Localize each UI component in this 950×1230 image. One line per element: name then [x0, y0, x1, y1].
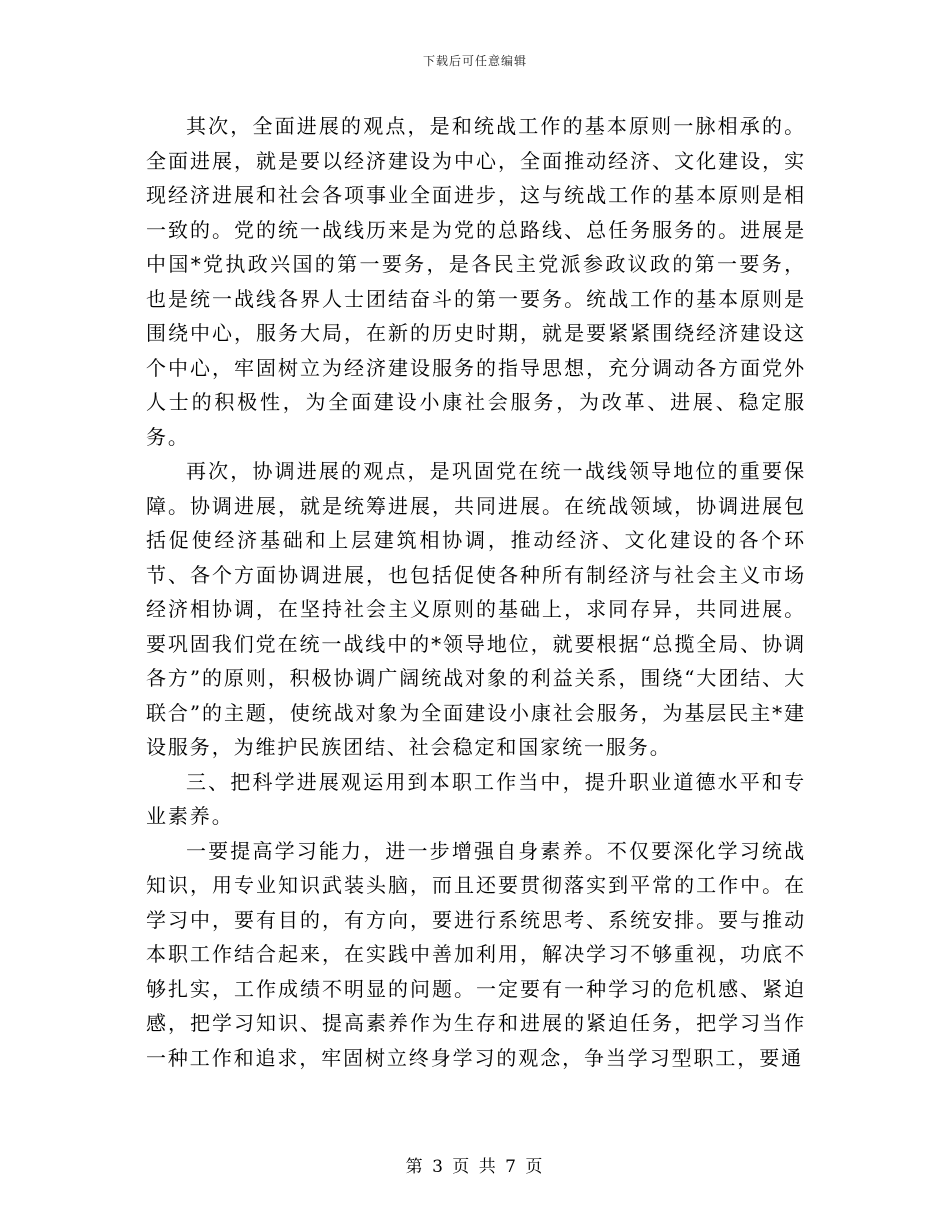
paragraph-coordinated-development: 再次，协调进展的观点，是巩固党在统一战线领导地位的重要保障。协调进展，就是统筹进展，共同进展。在统战领域，协调进展包括促使经济基础和上层建筑相协调，推动经济、文化建设的各个环节、各个方面协调进展，也包括促使各种所有制经济与社会主义市场经济相协调，在坚持社会主义原则的基础上，求同存异，共同进展。要巩固我们党在统一战线中的*领导地位，就要根据“总揽全局、协调各方”的原则，积极协调广阔统战对象的利益关系，围绕“大团结、大联合”的主题，使统战对象为全面建设小康社会服务，为基层民主*建设服务，为维护民族团结、社会稳定和国家统一服务。 [146, 459, 806, 759]
page-header-note: 下载后可任意编辑 [422, 54, 527, 68]
page-number-footer: 第 3 页 共 7 页 [405, 1157, 545, 1177]
paragraph-learning-ability: 一要提高学习能力，进一步增强自身素养。不仅要深化学习统战知识，用专业知识武装头脑，而且还要贯彻落实到平常的工作中。在学习中，要有目的，有方向，要进行系统思考、系统安排。要与推动本职工作结合起来，在实践中善加利用，解决学习不够重视，功底不够扎实，工作成绩不明显的问题。一定要有一种学习的危机感、紧迫感，把学习知识、提高素养作为生存和进展的紧迫任务，把学习当作一种工作和追求，牢固树立终身学习的观念，争当学习型职工，要通 [146, 838, 806, 1070]
document-body [146, 109, 806, 1075]
paragraph-section-three-heading: 三、把科学进展观运用到本职工作当中，提升职业道德水平和专业素养。 [146, 769, 806, 828]
paragraph-comprehensive-development: 其次，全面进展的观点，是和统战工作的基本原则一脉相承的。全面进展，就是要以经济建设为中心，全面推动经济、文化建设，实现经济进展和社会各项事业全面进步，这与统战工作的基本原则是相一致的。党的统一战线历来是为党的总路线、总任务服务的。进展是中国*党执政兴国的第一要务，是各民主党派参政议政的第一要务，也是统一战线各界人士团结奋斗的第一要务。统战工作的基本原则是围绕中心，服务大局，在新的历史时期，就是要紧紧围绕经济建设这个中心，牢固树立为经济建设服务的指导思想，充分调动各方面党外人士的积极性，为全面建设小康社会服务，为改革、进展、稳定服务。 [146, 114, 806, 449]
